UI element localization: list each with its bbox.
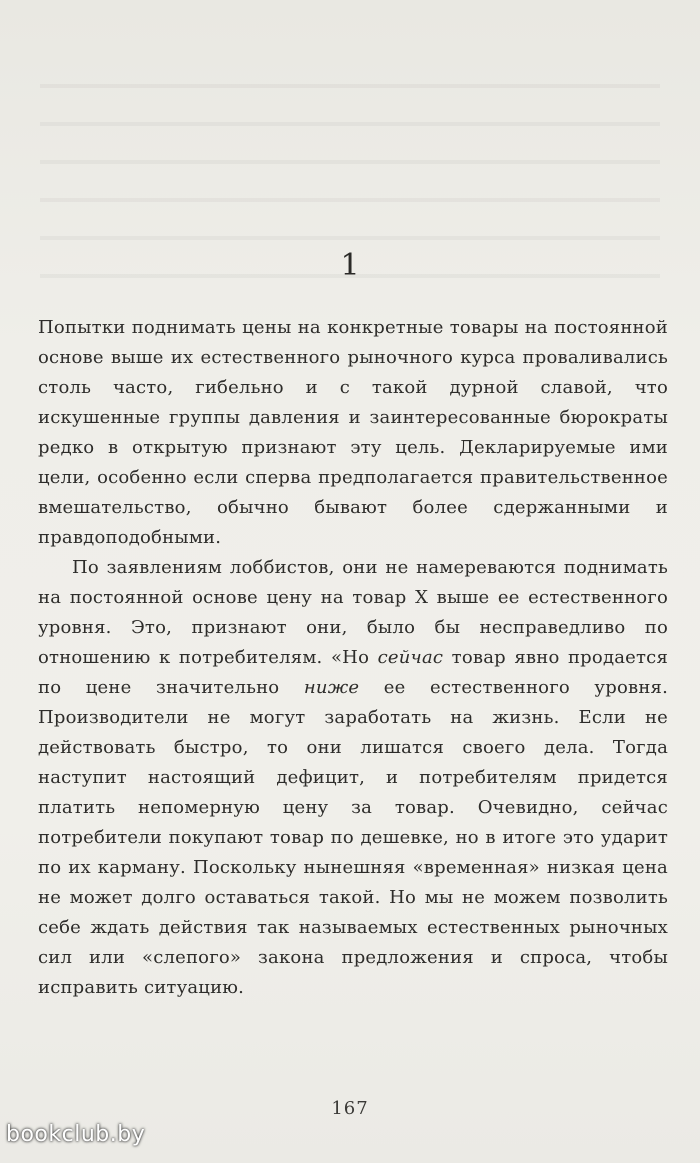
paragraph-2	[38, 553, 668, 1003]
watermark-logo: bookclub.by	[6, 1122, 146, 1147]
paragraph-2-italic-below: ниже	[303, 677, 360, 698]
paragraph-2-segment-3: товар явно продается по цене значительно	[38, 647, 669, 698]
paragraph-2-segment-1: По заявлениям лоббистов, они не намереваются поднимать на постоянной основе цену на товар X выше ее естественного уровня. Это, признают они, было бы несправедливо по отношению к потребителям. «Но	[38, 557, 668, 668]
body-text	[38, 313, 668, 1003]
paragraph-1-segment-1: Попытки поднимать цены на конкретные товары на постоянной основе выше их естественного рыночного курса проваливались столь часто, гибельно и с такой дурной славой, что искушенные группы давления и заинтересованные бюрократы редко в открытую признают эту цель. Декларируемые ими цели, особенно если сперва предполагается правительственное вмешательство, обычно бывают более сдержанными и правдоподобными.	[38, 317, 668, 548]
chapter-number: 1	[340, 248, 360, 283]
paragraph-1	[38, 313, 668, 553]
paragraph-2-segment-5: ее естественного уровня. Производители не могут заработать на жизнь. Если не действовать быстро, то они лишатся своего дела. Тогда наступит настоящий дефицит, и потребителям придется платить непомерную цену за товар. Очевидно, сейчас потребители покупают товар по дешевке, но в итоге это ударит по их карману. Поскольку нынешняя «временная» низкая цена не может долго оставаться такой. Но мы не можем позволить себе ждать действия так называемых естественных рыночных сил или «слепого» закона предложения и спроса, чтобы исправить ситуацию.	[38, 677, 668, 998]
page-number: 167	[331, 1098, 369, 1119]
paragraph-2-italic-now: сейчас	[377, 647, 444, 668]
